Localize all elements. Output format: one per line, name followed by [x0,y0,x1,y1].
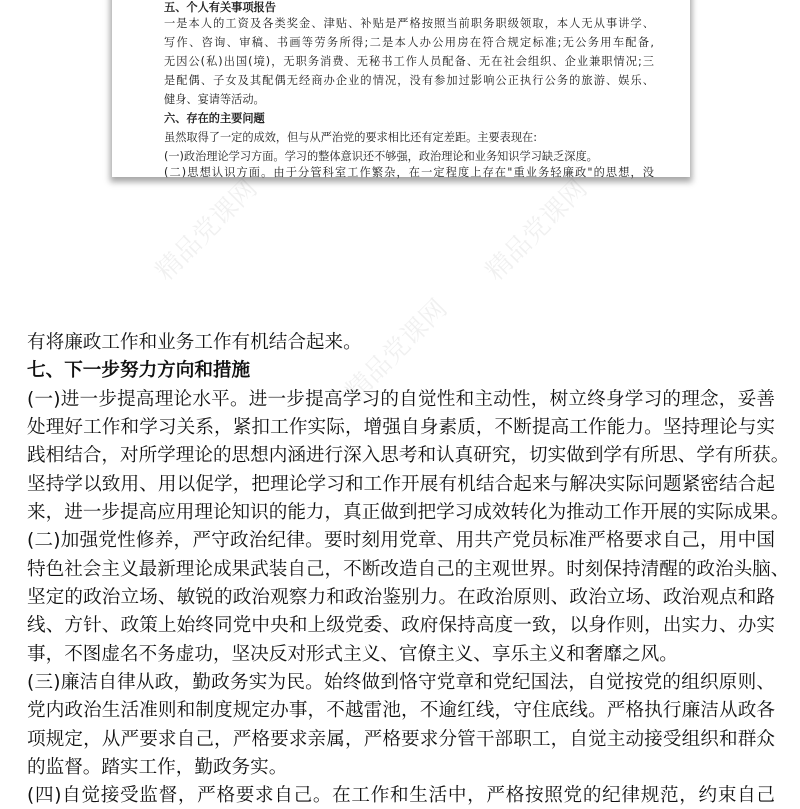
paragraph-line: 虽然取得了一定的成效，但与从严治党的要求相比还有定差距。主要表现在: [164,131,537,144]
paragraph-line: 坚持学以致用、用以促学，把理论学习和工作开展有机结合起来与解决实际问题紧密结合起 [27,474,775,495]
section-heading: 七、下一步努力方向和措施 [27,360,251,381]
paragraph-line: (二)思想认识方面。由于分管科室工作繁杂，在一定程度上存在"重业务轻廉政"的思想，没 [164,166,654,179]
paragraph-line: (四)自觉接受监督，严格要求自己。在工作和生活中，严格按照党的纪律规范，约束自己 [27,785,775,806]
watermark: 精品党课网 [150,173,264,287]
paragraph-line: 写作、咨询、审稿、书画等劳务所得;二是本人办公用房在符合规定标准;无公务用车配备, [164,36,654,49]
paragraph-line: 一是本人的工资及各类奖金、津贴、补贴是严格按照当前职务职级领取，本人无从事讲学、 [164,17,654,30]
paragraph-line: 来，进一步提高应用理论知识的能力，真正做到把学习成效转化为推动工作开展的实际成果。 [27,502,790,523]
section-heading: 六、存在的主要问题 [164,112,265,125]
paragraph-line: 是配偶、子女及其配偶无经商办企业的情况，没有参加过影响公正执行公务的旅游、娱乐、 [164,74,654,87]
paragraph-line: (二)加强党性修养，严守政治纪律。要时刻用党章、用共产党员标准严格要求自己，用中国 [27,530,775,551]
paragraph-line: (一)政治理论学习方面。学习的整体意识还不够强，政治理论和业务知识学习缺乏深度。 [164,150,598,163]
paragraph-line: 的监督。踏实工作，勤政务实。 [27,757,288,778]
paragraph-line: 特色社会主义最新理论成果武装自己，不断改造自己的主观世界。时刻保持清醒的政治头脑、 [27,559,790,580]
paragraph-line: 事，不图虚名不务虚功，坚决反对形式主义、官僚主义、享乐主义和奢靡之风。 [27,644,678,665]
watermark: 精品党课网 [340,293,454,407]
paragraph-line: 健身、宴请等活动。 [164,93,265,106]
paragraph-line: 处理好工作和学习关系，紧扣工作实际，增强自身素质，不断提高工作能力。坚持理论与实 [27,417,775,438]
section-heading: 五、个人有关事项报告 [164,1,276,14]
paragraph-line: 有将廉政工作和业务工作有机结合起来。 [27,332,362,353]
paragraph-line: (三)廉洁自律从政，勤政务实为民。始终做到恪守党章和党纪国法，自觉按党的组织原则、 [27,672,775,693]
paragraph-line: 项规定，从严要求自己，严格要求亲属，严格要求分管干部职工，自觉主动接受组织和群众 [27,729,775,750]
paragraph-line: 无因公(私)出国(境)，无职务消费、无秘书工作人员配备、无在社会组织、企业兼职情况;三 [164,55,654,68]
paragraph-line: (一)进一步提高理论水平。进一步提高学习的自觉性和主动性，树立终身学习的理念，妥善 [27,389,775,410]
document-preview-card [112,0,690,177]
paragraph-line: 党内政治生活准则和制度规定办事，不越雷池，不逾红线，守住底线。严格执行廉洁从政各 [27,700,775,721]
watermark: 精品党课网 [480,173,594,287]
paragraph-line: 线、方针、政策上始终同党中央和上级党委、政府保持高度一致，以身作则，出实力、办实 [27,615,775,636]
paragraph-line: 践相结合，对所学理论的思想内涵进行深入思考和认真研究，切实做到学有所思、学有所获。 [27,445,790,466]
paragraph-line: 坚定的政治立场、敏锐的政治观察力和政治鉴别力。在政治原则、政治立场、政治观点和路 [27,587,775,608]
